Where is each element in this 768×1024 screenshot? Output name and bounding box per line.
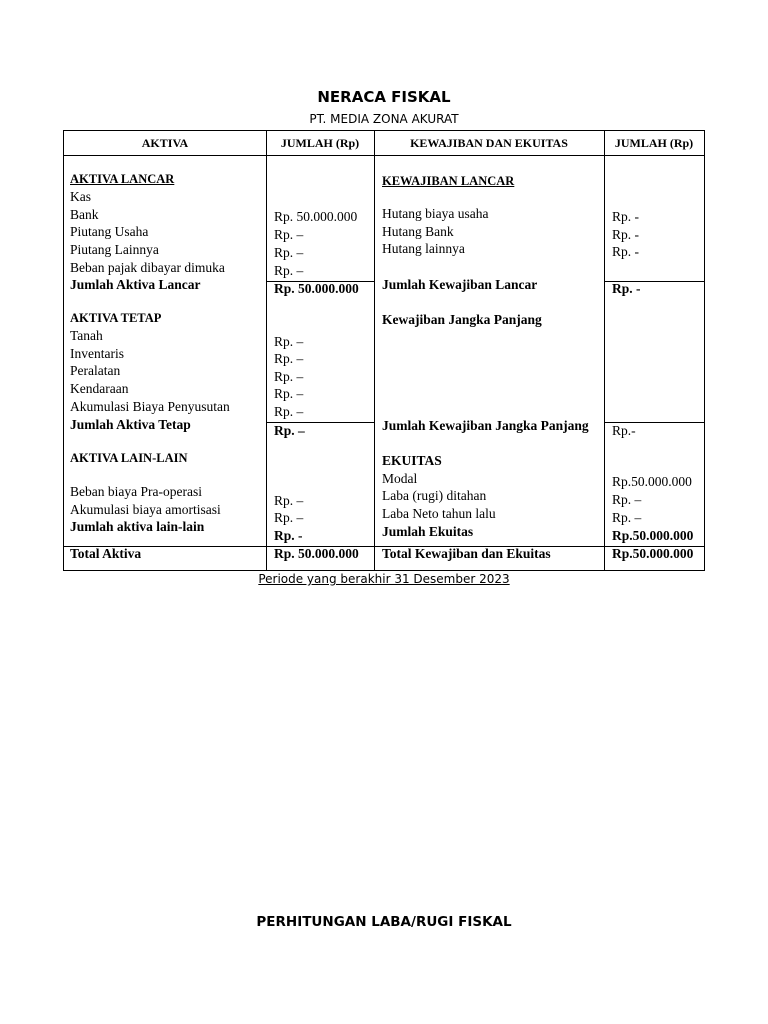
header-assets: AKTIVA [141,136,189,150]
balance-sheet-table [63,130,705,571]
asset-item: Bank [70,207,99,222]
section-equity: EKUITAS [382,453,442,468]
liability-item: Hutang lainnya [382,241,465,256]
subtotal-label: Jumlah aktiva lain-lain [70,519,205,534]
asset-item: Inventaris [70,346,124,361]
amount-cell: Rp. - [612,227,639,242]
amount-cell: Rp.50.000.000 [612,474,692,489]
subtotal-label: Jumlah Kewajiban Lancar [382,277,538,292]
liability-item: Hutang biaya usaha [382,206,489,221]
section-fixed-assets: AKTIVA TETAP [70,311,162,325]
subtotal-label: Jumlah Aktiva Tetap [70,417,191,432]
amount-cell: Rp. – [274,510,304,525]
amount-cell: Rp. – [274,493,304,508]
subtotal-label: Jumlah Ekuitas [382,524,474,539]
asset-item: Beban biaya Pra-operasi [70,484,202,499]
total-liabilities-equity-label: Total Kewajiban dan Ekuitas [382,546,551,561]
total-liabilities-equity-amount: Rp.50.000.000 [612,546,694,561]
company-name: PT. MEDIA ZONA AKURAT [309,112,459,126]
amount-cell: Rp. - [612,244,639,259]
header-liabilities-equity: KEWAJIBAN DAN EKUITAS [410,136,568,150]
asset-item: Akumulasi biaya amortisasi [70,502,221,517]
total-assets-label: Total Aktiva [70,546,142,561]
asset-item: Piutang Lainnya [70,242,159,257]
subtotal-amount: Rp.- [612,423,636,438]
equity-item: Laba Neto tahun lalu [382,506,496,521]
asset-item: Peralatan [70,363,121,378]
subtotal-amount: Rp. - [612,281,641,296]
amount-cell: Rp. – [612,510,642,525]
amount-cell: Rp. – [274,263,304,278]
asset-item: Kendaraan [70,381,129,396]
section-current-assets: AKTIVA LANCAR [70,172,175,186]
liability-item: Hutang Bank [382,224,454,239]
header-divider [64,155,704,156]
section-current-liabilities: KEWAJIBAN LANCAR [382,174,515,188]
subtotal-label: Jumlah Aktiva Lancar [70,277,201,292]
asset-item: Tanah [70,328,103,343]
section-other-assets: AKTIVA LAIN-LAIN [70,451,188,465]
column-divider [266,131,267,570]
subtotal-amount: Rp. – [274,423,305,438]
header-amount-right: JUMLAH (Rp) [614,136,694,150]
section-heading: PERHITUNGAN LABA/RUGI FISKAL [256,914,512,930]
amount-cell: Rp. – [274,334,304,349]
total-assets-amount: Rp. 50.000.000 [274,546,359,561]
amount-cell: Rp. – [274,245,304,260]
amount-cell: Rp. 50.000.000 [274,209,358,224]
amount-cell: Rp. – [274,351,304,366]
header-amount-left: JUMLAH (Rp) [280,136,360,150]
column-divider [374,131,375,570]
amount-cell: Rp. – [274,386,304,401]
period-caption: Periode yang berakhir 31 Desember 2023 [258,572,510,586]
section-long-term-liabilities: Kewajiban Jangka Panjang [382,312,542,327]
column-divider [604,131,605,570]
equity-item: Laba (rugi) ditahan [382,488,487,503]
document-title: NERACA FISKAL [317,88,451,106]
amount-cell: Rp. – [612,492,642,507]
amount-cell: Rp. – [274,369,304,384]
asset-item: Beban pajak dibayar dimuka [70,260,225,275]
equity-item: Modal [382,471,418,486]
asset-item: Piutang Usaha [70,224,149,239]
subtotal-label: Jumlah Kewajiban Jangka Panjang [382,418,589,433]
subtotal-amount: Rp. 50.000.000 [274,281,359,296]
subtotal-amount: Rp.50.000.000 [612,528,694,543]
amount-cell: Rp. – [274,404,304,419]
asset-item: Kas [70,189,91,204]
amount-cell: Rp. - [612,209,639,224]
amount-cell: Rp. – [274,227,304,242]
subtotal-amount: Rp. - [274,528,303,543]
asset-item: Akumulasi Biaya Penyusutan [70,399,230,414]
